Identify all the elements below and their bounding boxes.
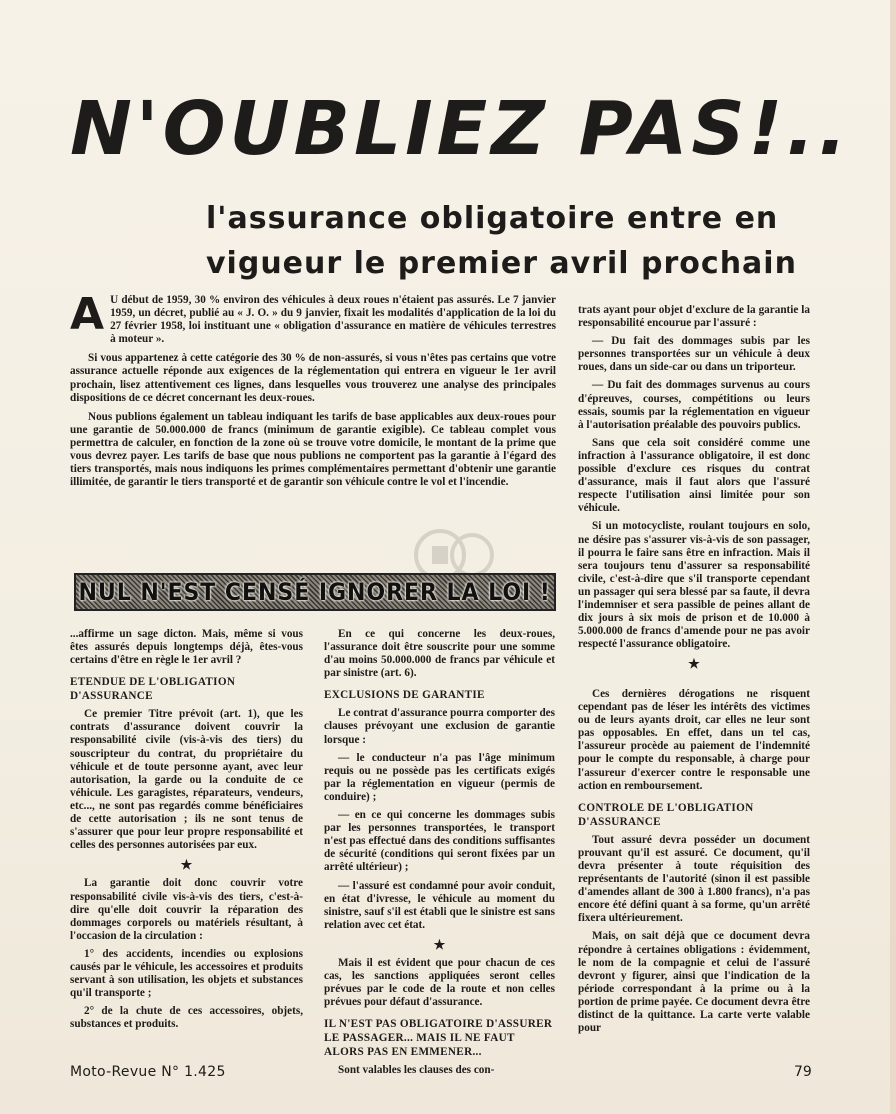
column-2 bbox=[324, 628, 555, 1082]
col2-paragraph-3: — le conducteur n'a pas l'âge minimum requis ou ne possède pas les certificats exigés par la réglementation en vigueur (permis de conduire) ; bbox=[324, 751, 555, 803]
star-separator: ★ bbox=[688, 656, 700, 672]
magazine-issue: Moto-Revue N° 1.425 bbox=[70, 1064, 226, 1080]
page-title: N'OUBLIEZ PAS!.. bbox=[70, 86, 851, 172]
col3-paragraph-6: Ces dernières dérogations ne risquent cependant pas de léser les intérêts des victimes ou de leurs ayants droit, car elles ne leur sont pas opposables. En effet, dans un tel cas, l'assureur procède au paiement de l'indemnité pour le compte du responsable, à charge pour l'assureur d'exercer contre le responsable une action en remboursement. bbox=[578, 688, 810, 792]
col3-paragraph-7: Tout assuré devra posséder un document prouvant qu'il est assuré. Ce document, qu'il devra présenter à toute réquisition des représentants de l'autorité (sinon il est passible d'amendes allant de 300 à 1.800 francs), n'a pas encore été défini quant à sa forme, qu'un arrêté fixera ultérieurement. bbox=[578, 833, 810, 925]
subtitle-line-1: l'assurance obligatoire entre en bbox=[206, 201, 779, 236]
col3-heading-1: CONTROLE DE L'OBLIGATION D'ASSURANCE bbox=[578, 801, 754, 828]
intro-paragraph-3: Nous publions également un tableau indiquant les tarifs de base applicables aux deux-roues pour une garantie de 50.000.000 de francs (minimum de garantie exigible). Ce tableau complet vous permettra de calculer, en fonction de la zone où se trouve votre domicile, le montant de la prime que vous devrez payer. Les tarifs de base que nous publions ne comportent pas la garantie à l'égard des tiers transportés, mais nous indiquons les primes complémentaires permettant d'obtenir une garantie illimitée, de garantir le tiers transporté et de garantir son véhicule contre le vol et l'incendie. bbox=[70, 410, 556, 489]
col2-paragraph-5: — l'assuré est condamné pour avoir conduit, en état d'ivresse, le véhicule au moment du sinistre, sauf s'il est établi que le sinistre est sans relation avec cet état. bbox=[324, 879, 555, 931]
col3-paragraph-8: Mais, on sait déjà que ce document devra répondre à certaines obligations : évidemment, le nom de la compagnie et celui de l'assuré devront y figurer, ainsi que l'indication de la période correspondant à la prime ou à la portion de prime payée. Ce document devra être distinct de la quittance. La carte verte valable pour bbox=[578, 930, 810, 1035]
intro-paragraph-2: Si vous appartenez à cette catégorie des 30 % de non-assurés, si vous n'êtes pas certains que votre assurance actuelle réponde aux exigences de la réglementation qui entrera en vigueur le 1er avril prochain, lisez attentivement ces lignes, dans lesquelles vous trouverez une analyse des principales dispositions de ce décret concernant les deux-roues. bbox=[70, 352, 556, 404]
section-banner bbox=[74, 573, 556, 611]
col2-heading-1: EXCLUSIONS DE GARANTIE bbox=[324, 689, 485, 702]
col3-paragraph-4: Sans que cela soit considéré comme une infraction à l'assurance obligatoire, il est donc possible d'exclure ces risques du contrat d'assurance, mais il faut alors que l'assuré respecte l'utilisation ainsi limitée pour son véhicule. bbox=[578, 436, 810, 515]
column-3-top bbox=[578, 304, 810, 676]
col2-paragraph-2: Le contrat d'assurance pourra comporter des clauses prévoyant une exclusion de garantie lorsque : bbox=[324, 707, 555, 746]
col3-paragraph-5: Si un motocycliste, roulant toujours en solo, ne désire pas s'assurer vis-à-vis de son passager, il pourra le faire sans être en infraction. Mais il sera toujours tenu d'assurer sa responsabilité civile, c'est-à-dire que s'il transporte cependant un passager qui sera blessé par sa faute, il devra l'indemniser et sera passible de peines allant de dix jours à six mois de prison et de 10.000 à 5.000.000 de francs d'amende pour ne pas avoir respecté l'assurance obligatoire. bbox=[578, 520, 810, 651]
page-number: 79 bbox=[794, 1064, 812, 1080]
page-subtitle bbox=[206, 196, 806, 286]
intro-paragraph-1-text: U début de 1959, 30 % environ des véhicules à deux roues n'étaient pas assurés. Le 7 janvier 1959, un décret, publié au « J. O. » du 9 janvier, fixait les modalités d'application de la loi du 27 février 1958, loi instituant une « obligation d'assurance en matière de véhicules terrestres à moteur ». bbox=[110, 294, 556, 346]
col1-paragraph-5: 2° de la chute de ces accessoires, objets, substances et produits. bbox=[70, 1005, 303, 1031]
column-3-bottom bbox=[578, 688, 810, 1040]
drop-cap: A bbox=[70, 289, 105, 340]
col3-paragraph-1: trats ayant pour objet d'exclure de la garantie la responsabilité encourue par l'assuré : bbox=[578, 304, 810, 330]
col2-paragraph-1: En ce qui concerne les deux-roues, l'assurance doit être souscrite pour une somme d'au moins 50.000.000 de francs par véhicule et par sinistre (art. 6). bbox=[324, 628, 555, 680]
col3-paragraph-3: — Du fait des dommages survenus au cours d'épreuves, courses, compétitions ou leurs essais, soumis par la réglementation en vigueur à l'autorisation préalable des pouvoirs publics. bbox=[578, 379, 810, 431]
col2-paragraph-7: Sont valables les clauses des con- bbox=[338, 1064, 495, 1077]
page-edge bbox=[890, 0, 896, 1114]
intro-paragraph-1 bbox=[70, 289, 556, 346]
star-separator: ★ bbox=[180, 857, 193, 873]
star-separator: ★ bbox=[433, 936, 446, 952]
banner-text: NUL N'EST CENSÉ IGNORER LA LOI ! bbox=[78, 578, 552, 606]
col2-heading-2: IL N'EST PAS OBLIGATOIRE D'ASSURER LE PASSAGER... MAIS IL NE FAUT ALORS PAS EN EMMENER... bbox=[324, 1018, 553, 1059]
col1-paragraph-3: La garantie doit donc couvrir votre responsabilité civile vis-à-vis des tiers, c'est-à-dire qu'elle doit couvrir la réparation des dommages corporels ou matériels résultant, à l'occasion de la circulation : bbox=[70, 877, 303, 942]
col1-paragraph-2: Ce premier Titre prévoit (art. 1), que les contrats d'assurance doivent couvrir la responsabilité civile (vis-à-vis des tiers) du souscripteur du contrat, du propriétaire du véhicule et de toute personne ayant, avec leur autorisation, la garde ou la conduite de ce véhicule. Les garagistes, réparateurs, vendeurs, etc..., ne sont pas regardés comme bénéficiaires de cette autorisation ; ils ne sont tenus de s'assurer que pour leur propre responsabilité et celles des personnes autorisées par eux. bbox=[70, 708, 303, 852]
col1-paragraph-1: ...affirme un sage dicton. Mais, même si vous êtes assurés depuis longtemps déjà, êtes-vous certains d'être en règle le 1er avril ? bbox=[70, 628, 303, 667]
intro-block bbox=[70, 289, 556, 495]
col1-paragraph-4: 1° des accidents, incendies ou explosions causés par le véhicule, les accessoires et produits servant à son utilisation, les objets et substances qu'il transporte ; bbox=[70, 947, 303, 1000]
col2-paragraph-6: Mais il est évident que pour chacun de ces cas, les sanctions appliquées seront celles prévues par le code de la route et non celles prévues pour défaut d'assurance. bbox=[324, 956, 555, 1009]
subtitle-line-2: vigueur le premier avril prochain bbox=[206, 246, 797, 281]
column-1 bbox=[70, 628, 303, 1036]
col3-paragraph-2: — Du fait des dommages subis par les personnes transportées sur un véhicule à deux roues, dans un side-car ou dans un triporteur. bbox=[578, 335, 810, 374]
col1-heading-1: ETENDUE DE L'OBLIGATION D'ASSURANCE bbox=[70, 676, 236, 703]
col2-paragraph-4: — en ce qui concerne les dommages subis par les personnes transportées, le transport n'est pas effectué dans des conditions suffisantes de sécurité (conditions qui seront fixées par un arrêté ultérieur) ; bbox=[324, 809, 555, 874]
